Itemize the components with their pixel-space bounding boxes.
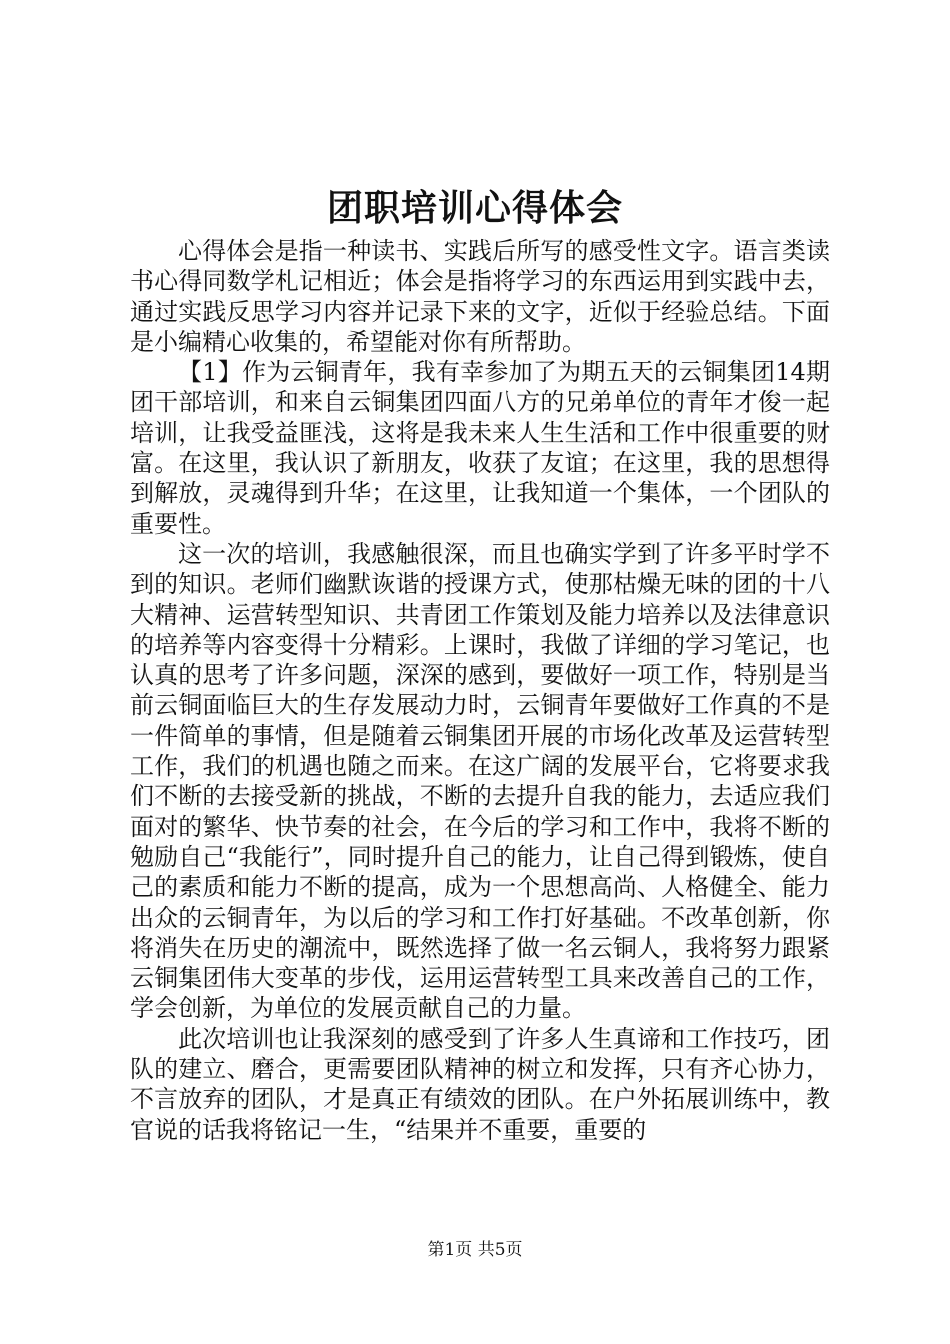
- document-body: [130, 236, 830, 1145]
- paragraph-intro: 心得体会是指一种读书、实践后所写的感受性文字。语言类读书心得同数学札记相近；体会是指将学习的东西运用到实践中去，通过实践反思学习内容并记录下来的文字，近似于经验总结。下面是小编精心收集的，希望能对你有所帮助。: [130, 237, 830, 356]
- page-number: 第1页 共5页: [427, 1240, 523, 1260]
- paragraph-1: 【1】作为云铜青年，我有幸参加了为期五天的云铜集团14期团干部培训，和来自云铜集团四面八方的兄弟单位的青年才俊一起培训，让我受益匪浅，这将是我未来人生生活和工作中很重要的财富。在这里，我认识了新朋友，收获了友谊；在这里，我的思想得到解放，灵魂得到升华；在这里，让我知道一个集体，一个团队的重要性。: [130, 358, 830, 538]
- paragraph-3: 此次培训也让我深刻的感受到了许多人生真谛和工作技巧，团队的建立、磨合，更需要团队精神的树立和发挥，只有齐心协力，不言放弃的团队，才是真正有绩效的团队。在户外拓展训练中，教官说的话我将铭记一生，“结果并不重要，重要的: [130, 1024, 830, 1144]
- paragraph-2: 这一次的培训，我感触很深，而且也确实学到了许多平时学不到的知识。老师们幽默诙谐的授课方式，使那枯燥无味的团的十八大精神、运营转型知识、共青团工作策划及能力培养以及法律意识的培养等内容变得十分精彩。上课时，我做了详细的学习笔记，也认真的思考了许多问题，深深的感到，要做好一项工作，特别是当前云铜面临巨大的生存发展动力时，云铜青年要做好工作真的不是一件简单的事情，但是随着云铜集团开展的市场化改革及运营转型工作，我们的机遇也随之而来。在这广阔的发展平台，它将要求我们不断的去接受新的挑战，不断的去提升自我的能力，去适应我们面对的繁华、快节奏的社会，在今后的学习和工作中，我将不断的勉励自己“我能行”，同时提升自己的能力，让自己得到锻炼，使自己的素质和能力不断的提高，成为一个思想高尚、人格健全、能力出众的云铜青年，为以后的学习和工作打好基础。不改革创新，你将消失在历史的潮流中，既然选择了做一名云铜人，我将努力跟紧云铜集团伟大变革的步伐，运用运营转型工具来改善自己的工作，学会创新，为单位的发展贡献自己的力量。: [130, 539, 830, 1023]
- document-title: 团职培训心得体会: [326, 187, 623, 229]
